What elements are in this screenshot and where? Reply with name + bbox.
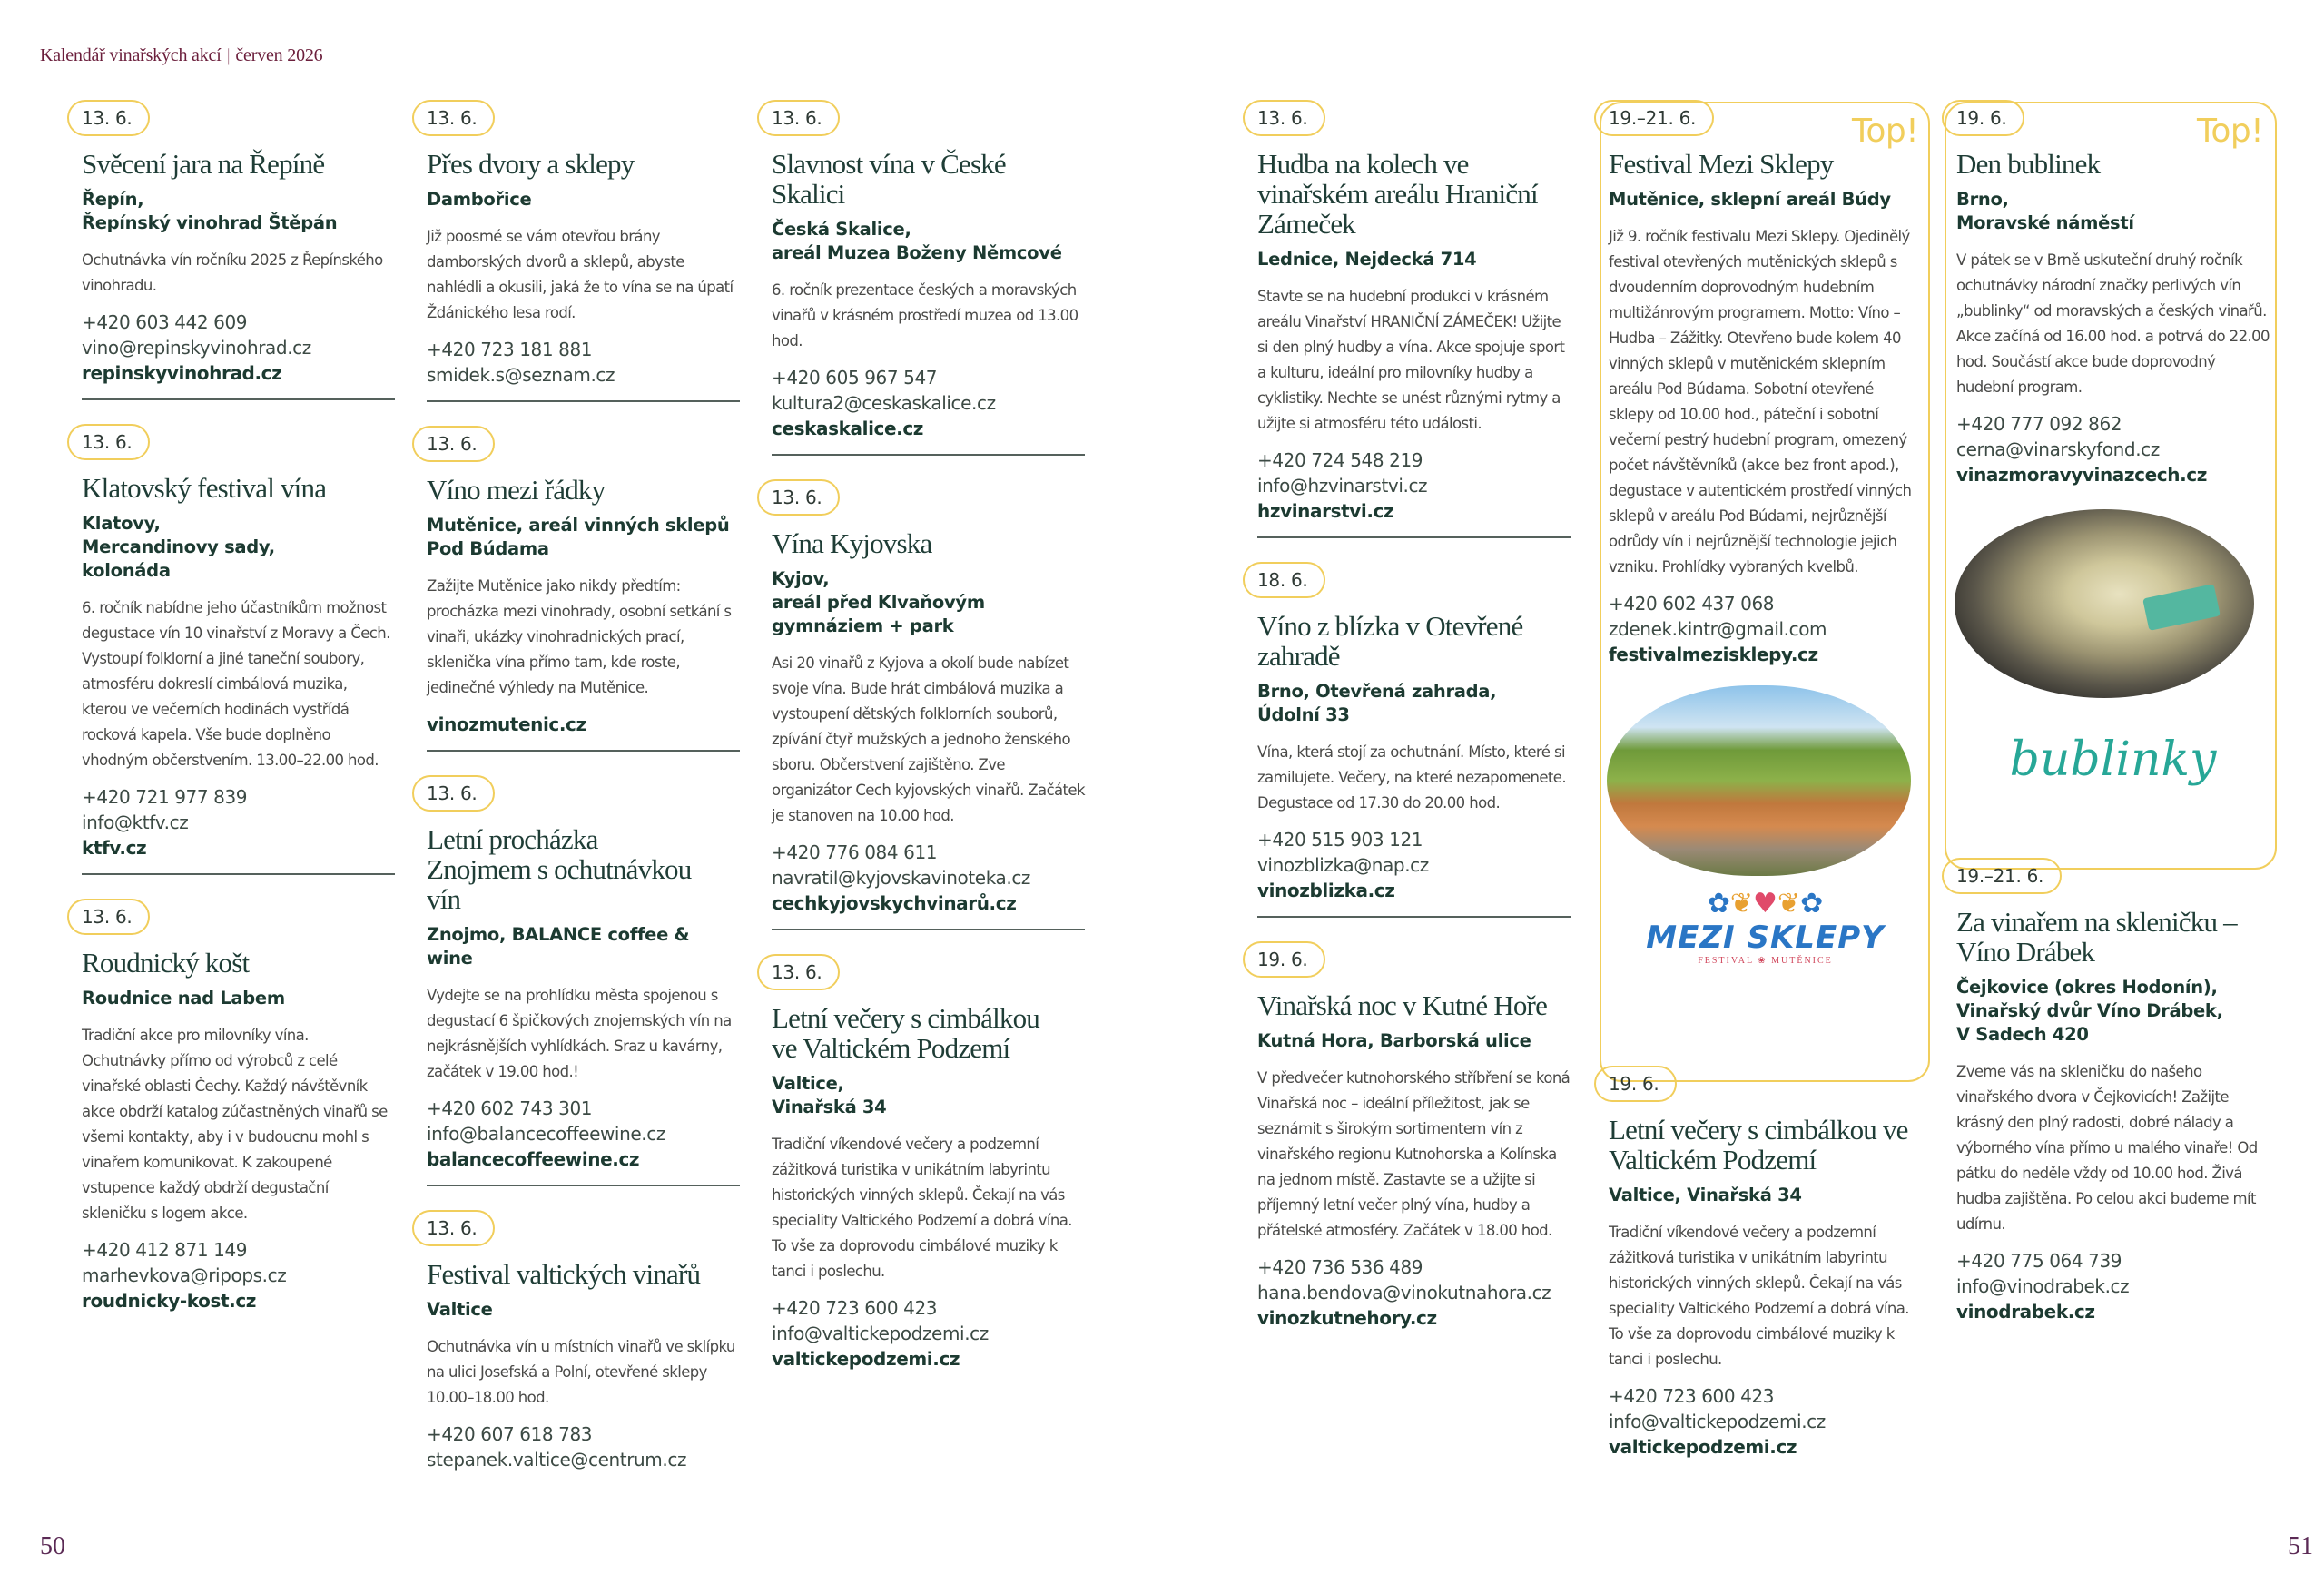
event-title: Festival Mezi Sklepy <box>1609 148 1834 180</box>
event-venue <box>1956 188 2270 235</box>
event-website[interactable]: vinozkutnehory.cz <box>1257 1307 1437 1329</box>
event-card <box>772 954 1085 1372</box>
event-description: Již 9. ročník festivalu Mezi Sklepy. Ojedinělý festival otevřených mutěnických sklepů s dvoudenním doprovodným hudebním multižánrovým programem. Motto: Víno – Hudba – Zážitky. Otevřeno bude kolem 40 vinných sklepů v mutěnickém sklepním areálu Pod Búdama. Sobotní otevřené sklepy od 10.00 hod., páteční i sobotní večerní pestrý hudební program, omezený počet návštěvníků (akce bez front apod.), degustace v autentickém prostředí vinných sklepů v areálu Pod Búdami, nejrůznější odrůdy vín i nejrůznější technologie jejich vzniku. Prohlídky vybraných kvelbů. <box>1609 228 1912 575</box>
venue-line: Valtice <box>427 1299 493 1320</box>
separator-line <box>82 873 395 875</box>
event-venue <box>1956 976 2270 1047</box>
event-website[interactable]: vinozblizka.cz <box>1257 880 1395 901</box>
event-venue <box>772 567 1085 638</box>
event-contact <box>772 1295 1085 1372</box>
event-card <box>1956 858 2270 1324</box>
event-contact <box>1257 827 1571 903</box>
event-email[interactable]: info@balancecoffeewine.cz <box>427 1123 665 1145</box>
event-card <box>1257 562 1571 903</box>
event-contact <box>82 1237 395 1313</box>
event-venue <box>1257 680 1571 727</box>
event-venue <box>772 1072 1085 1119</box>
event-venue <box>427 1298 740 1322</box>
event-description: Tradiční akce pro milovníky vína. Ochutnávky přímo od výrobců z celé vinařské oblasti Čechy. Každý návštěvník akce obdrží katalog zúčastněných vinařů se všemi kontakty, aby i v budoucnu mohl s vinařem komunikovat. K zakoupené vstupence každý obdrží degustační skleničku s logem akce. <box>82 1027 388 1222</box>
event-card <box>427 1210 740 1472</box>
event-date-badge: 13. 6. <box>1243 100 1325 136</box>
magazine-section-title: Kalendář vinařských akcí <box>40 45 222 65</box>
event-date-badge: 13. 6. <box>412 426 495 462</box>
event-email[interactable]: vinozblizka@nap.cz <box>1257 854 1429 876</box>
column-right-3 <box>1956 100 2270 1324</box>
event-website[interactable]: ceskaskalice.cz <box>772 418 924 439</box>
separator-line <box>427 1185 740 1186</box>
event-website[interactable]: cechkyjovskychvinarů.cz <box>772 892 1017 914</box>
venue-line: Roudnice nad Labem <box>82 988 285 1008</box>
event-card <box>772 100 1085 441</box>
event-card <box>772 479 1085 916</box>
event-phone[interactable]: +420 721 977 839 <box>82 786 248 808</box>
event-description: Tradiční víkendové večery a podzemní zážitková turistika v unikátním labyrintu historických vinných sklepů. Čekají na vás speciality Valtického Podzemí a dobrá vína. To vše za doprovodu cimbálové muziky k tanci i poslechu. <box>1609 1224 1909 1368</box>
event-email[interactable]: info@hzvinarstvi.cz <box>1257 475 1428 497</box>
event-card <box>427 426 740 737</box>
event-email[interactable]: marhevkova@ripops.cz <box>82 1264 287 1286</box>
event-date-badge: 19. 6. <box>1594 1066 1677 1102</box>
venue-line: Řepín, <box>82 189 144 210</box>
event-venue <box>1609 188 1922 212</box>
event-website[interactable]: vinazmoravyvinazcech.cz <box>1956 464 2207 486</box>
event-website[interactable]: ktfv.cz <box>82 837 147 859</box>
event-website[interactable]: valtickepodzemi.cz <box>772 1348 960 1370</box>
event-date-badge: 19. 6. <box>1243 941 1325 978</box>
top-badge: Top! <box>1852 113 1919 150</box>
venue-line: V Sadech 420 <box>1956 1024 2089 1045</box>
event-venue <box>1257 1029 1571 1053</box>
venue-line: kolonáda <box>82 560 171 581</box>
mezi-sklepy-logo-text: MEZI SKLEPY <box>1646 920 1885 956</box>
event-website[interactable]: valtickepodzemi.cz <box>1609 1436 1797 1458</box>
event-description: Zažijte Mutěnice jako nikdy předtím: procházka mezi vinohrady, osobní setkání s vinaři, ukázky vinohradnických prací, sklenička vína přímo tam, kde roste, jedinečné výhledy na Mutěnice. <box>427 577 732 696</box>
event-phone[interactable]: +420 412 871 149 <box>82 1239 248 1261</box>
event-date-badge: 13. 6. <box>757 479 840 516</box>
event-card <box>82 899 395 1313</box>
event-phone[interactable]: +420 775 064 739 <box>1956 1250 2122 1272</box>
venue-line: areál Muzea Boženy Němcové <box>772 242 1062 263</box>
header-separator: | <box>226 45 231 65</box>
event-phone[interactable]: +420 776 084 611 <box>772 841 938 863</box>
event-phone[interactable]: +420 736 536 489 <box>1257 1256 1423 1278</box>
event-email[interactable]: zdenek.kintr@gmail.com <box>1609 618 1827 640</box>
event-date-badge: 13. 6. <box>757 954 840 990</box>
event-phone[interactable]: +420 607 618 783 <box>427 1423 593 1445</box>
venue-line: Klatovy, <box>82 513 161 534</box>
venue-line: Česká Skalice, <box>772 219 911 240</box>
bublinky-logo: bublinky <box>2009 733 2217 787</box>
event-contact <box>427 337 740 388</box>
event-phone[interactable]: +420 723 600 423 <box>1609 1385 1775 1407</box>
event-phone[interactable]: +420 777 092 862 <box>1956 413 2122 435</box>
column-right-2 <box>1609 100 1922 1460</box>
event-title: Hudba na kolech ve vinařském areálu Hraniční Zámeček <box>1257 148 1538 240</box>
event-date-badge: 19. 6. <box>1942 100 2024 136</box>
venue-line: Brno, Otevřená zahrada, <box>1257 681 1497 702</box>
bottle-label <box>2142 584 2221 631</box>
venue-line: Moravské náměstí <box>1956 212 2134 233</box>
separator-line <box>772 454 1085 456</box>
event-card <box>1257 941 1571 1331</box>
venue-line: Kyjov, <box>772 568 830 589</box>
event-description: V pátek se v Brně uskuteční druhý ročník ochutnávky národní značky perlivých vín „bublinky“ od moravských a českých vinařů. Akce začíná od 16.00 hod. a potrvá do 22.00 hod. Součástí akce bude doprovodný hudební program. <box>1956 251 2270 396</box>
event-venue <box>82 987 395 1010</box>
event-contact <box>427 1096 740 1172</box>
venue-line: Brno, <box>1956 189 2009 210</box>
event-description: Vydejte se na prohlídku města spojenou s degustací 6 špičkových znojemských vín na nejkrásnějších vyhlídkách. Sraz u kavárny, začátek v 19.00 hod.! <box>427 987 732 1080</box>
event-phone[interactable]: +420 723 181 881 <box>427 339 593 360</box>
venue-line: Řepínský vinohrad Štěpán <box>82 212 338 233</box>
mezi-sklepy-logo-subtitle: FESTIVAL ❀ MUTĚNICE <box>1698 956 1833 966</box>
event-venue <box>82 512 395 583</box>
column-right-1 <box>1257 100 1571 1331</box>
separator-line <box>82 398 395 400</box>
event-website[interactable]: festivalmezisklepy.cz <box>1609 644 1818 665</box>
venue-line: Mutěnice, areál vinných sklepů <box>427 515 730 536</box>
event-email[interactable]: smidek.s@seznam.cz <box>427 364 615 386</box>
event-website[interactable]: hzvinarstvi.cz <box>1257 500 1394 522</box>
folk-ornament-icon: ✿❦♥❦✿ <box>1707 888 1824 920</box>
event-description: V předvečer kutnohorského stříbření se koná Vinařská noc – ideální příležitost, jak se seznámit s širokým sortimentem vín z vinařského regionu Kutnohorska a Kolínska na jednom místě. Zastavte se a užijte si příjemný letní večer plný vína, hudby a přátelské atmosféry. Začátek v 18.00 hod. <box>1257 1069 1571 1239</box>
event-venue <box>82 188 395 235</box>
column-left-1 <box>82 100 395 1313</box>
event-phone[interactable]: +420 602 437 068 <box>1609 593 1775 615</box>
event-contact <box>1609 591 1922 667</box>
event-description: Tradiční víkendové večery a podzemní zážitková turistika v unikátním labyrintu historických vinných sklepů. Čekají na vás speciality Valtického Podzemí a dobrá vína. To vše za doprovodu cimbálové muziky k tanci i poslechu. <box>772 1136 1072 1280</box>
venue-line: Mutěnice, sklepní areál Búdy <box>1609 189 1891 210</box>
event-title: Klatovský festival vína <box>82 472 327 504</box>
venue-line: Valtice, Vinařská 34 <box>1609 1185 1802 1205</box>
event-card <box>427 775 740 1172</box>
event-description: 6. ročník prezentace českých a moravských vinařů v krásném prostředí muzea od 13.00 hod. <box>772 281 1078 349</box>
venue-line: Mercandinovy sady, <box>82 536 275 557</box>
event-date-badge: 18. 6. <box>1243 562 1325 598</box>
event-date-badge: 13. 6. <box>67 899 150 935</box>
venue-line: gymnáziem + park <box>772 615 954 636</box>
event-email[interactable]: cerna@vinarskyfond.cz <box>1956 438 2160 460</box>
event-description: Ochutnávka vín ročníku 2025 z Řepínského vinohradu. <box>82 251 383 294</box>
page-number-left: 50 <box>40 1532 65 1560</box>
event-card <box>1609 100 1922 667</box>
event-card <box>82 100 395 386</box>
event-title: Letní večery s cimbálkou ve Valtickém Podzemí <box>1609 1114 1908 1176</box>
venue-line: Pod Búdama <box>427 538 549 559</box>
event-contact <box>82 784 395 861</box>
venue-line: Kutná Hora, Barborská ulice <box>1257 1030 1531 1051</box>
event-date-badge: 19.–21. 6. <box>1942 858 2062 894</box>
event-title: Letní večery s cimbálkou ve Valtickém Podzemí <box>772 1002 1039 1064</box>
village-vineyard-photo <box>1607 685 1911 876</box>
event-description: 6. ročník nabídne jeho účastníkům možnost degustace vín 10 vinařství z Moravy a Čech. Vystoupí folklorní a jiné taneční soubory, atmosféru dokreslí cimbálová muzika, kterou ve večerních hodinách vystřídá rocková kapela. Vše bude doplněno vhodným občerstvením. 13.00–22.00 hod. <box>82 599 390 769</box>
event-description: Ochutnávka vín u místních vinařů ve sklípku na ulici Josefská a Polní, otevřené sklepy 10.00–18.00 hod. <box>427 1338 735 1406</box>
venue-line: areál před Klvaňovým <box>772 592 985 613</box>
event-phone[interactable]: +420 723 600 423 <box>772 1297 938 1319</box>
event-title: Slavnost vína v České Skalici <box>772 148 1006 210</box>
event-contact <box>1956 411 2270 487</box>
separator-line <box>427 400 740 402</box>
event-card <box>427 100 740 388</box>
event-website[interactable]: vinodrabek.cz <box>1956 1301 2095 1323</box>
event-date-badge: 13. 6. <box>757 100 840 136</box>
event-contact <box>427 712 740 737</box>
event-card <box>1609 1066 1922 1460</box>
event-description: Zveme vás na skleničku do našeho vinařského dvora v Čejkovicích! Zažijte krásný den plný radosti, dobré nálady a výborného vína přímo u malého vinaře! Od pátku do neděle vždy od 10.00 hod. Živá hudba zajištěna. Po celou akci budeme mít udírnu. <box>1956 1063 2258 1233</box>
event-email[interactable]: kultura2@ceskaskalice.cz <box>772 392 996 414</box>
event-title: Letní procházka Znojmem s ochutnávkou vín <box>427 823 692 915</box>
separator-line <box>772 929 1085 930</box>
event-email[interactable]: info@valtickepodzemi.cz <box>772 1323 989 1344</box>
top-badge: Top! <box>2197 113 2264 150</box>
event-venue <box>1609 1184 1922 1207</box>
event-venue <box>1257 248 1571 271</box>
event-title: Roudnický košt <box>82 947 250 979</box>
event-venue <box>427 188 740 212</box>
venue-line: Vinařský dvůr Víno Drábek, <box>1956 1000 2223 1021</box>
event-date-badge: 13. 6. <box>412 775 495 812</box>
event-title: Svěcení jara na Řepíně <box>82 148 325 180</box>
event-website[interactable]: vinozmutenic.cz <box>427 713 586 735</box>
event-contact <box>772 365 1085 441</box>
event-title: Přes dvory a sklepy <box>427 148 635 180</box>
event-contact <box>427 1422 740 1472</box>
page-number-right: 51 <box>2288 1532 2313 1560</box>
event-title: Za vinařem na skleničku – Víno Drábek <box>1956 906 2237 968</box>
event-title: Vína Kyjovska <box>772 527 932 559</box>
event-phone[interactable]: +420 515 903 121 <box>1257 829 1423 851</box>
venue-line: Údolní 33 <box>1257 704 1350 725</box>
event-venue <box>427 923 740 970</box>
event-contact <box>1609 1383 1922 1460</box>
event-venue <box>427 514 740 561</box>
separator-line <box>1257 536 1571 538</box>
event-description: Vína, která stojí za ochutnání. Místo, které si zamilujete. Večery, na které nezapomenete. Degustace od 17.30 do 20.00 hod. <box>1257 743 1566 812</box>
event-website[interactable]: roudnicky-kost.cz <box>82 1290 257 1312</box>
event-email[interactable]: info@ktfv.cz <box>82 812 189 833</box>
event-title: Festival valtických vinařů <box>427 1258 701 1290</box>
event-contact <box>1956 1248 2270 1324</box>
event-title: Víno z blízka v Otevřené zahradě <box>1257 610 1523 672</box>
venue-line: Valtice, <box>772 1073 844 1094</box>
event-email[interactable]: stepanek.valtice@centrum.cz <box>427 1449 687 1471</box>
event-email[interactable]: navratil@kyjovskavinoteka.cz <box>772 867 1031 889</box>
column-left-2 <box>427 100 740 1472</box>
sparkling-wine-bottle-photo <box>1955 509 2254 698</box>
running-header <box>40 45 322 66</box>
event-title: Den bublinek <box>1956 148 2101 180</box>
event-title: Vinařská noc v Kutné Hoře <box>1257 989 1548 1021</box>
event-venue <box>772 218 1085 265</box>
event-date-badge: 13. 6. <box>412 1210 495 1246</box>
event-contact <box>1257 1254 1571 1331</box>
venue-line: Dambořice <box>427 189 532 210</box>
event-date-badge: 13. 6. <box>412 100 495 136</box>
event-description: Stavte se na hudební produkci v krásném areálu Vinařství HRANIČNÍ ZÁMEČEK! Užijte si den plný hudby a vína. Akce spojuje sport a kulturu, ideální pro milovníky hudby a cyklistiky. Nechte se unést různými rytmy a užijte si atmosféru této události. <box>1257 288 1565 432</box>
event-card <box>1257 100 1571 524</box>
column-left-3 <box>772 100 1085 1372</box>
event-website[interactable]: repinskyvinohrad.cz <box>82 362 282 384</box>
venue-line: Vinařská 34 <box>772 1097 887 1117</box>
event-date-badge: 19.–21. 6. <box>1594 100 1714 136</box>
event-contact <box>82 310 395 386</box>
venue-line: Znojmo, BALANCE coffee & wine <box>427 924 690 969</box>
venue-line: Čejkovice (okres Hodonín), <box>1956 977 2218 998</box>
event-phone[interactable]: +420 603 442 609 <box>82 311 248 333</box>
event-contact <box>1257 448 1571 524</box>
event-email[interactable]: info@valtickepodzemi.cz <box>1609 1411 1826 1432</box>
event-email[interactable]: info@vinodrabek.cz <box>1956 1275 2130 1297</box>
event-phone[interactable]: +420 724 548 219 <box>1257 449 1423 471</box>
event-email[interactable]: vino@repinskyvinohrad.cz <box>82 337 311 359</box>
event-title: Víno mezi řádky <box>427 474 606 506</box>
event-card <box>1956 100 2270 487</box>
event-email[interactable]: hana.bendova@vinokutnahora.cz <box>1257 1282 1551 1303</box>
separator-line <box>1257 916 1571 918</box>
event-phone[interactable]: +420 605 967 547 <box>772 367 938 389</box>
event-card <box>82 424 395 861</box>
event-contact <box>772 840 1085 916</box>
venue-line: Lednice, Nejdecká 714 <box>1257 249 1477 270</box>
separator-line <box>427 750 740 752</box>
event-date-badge: 13. 6. <box>67 424 150 460</box>
event-website[interactable]: balancecoffeewine.cz <box>427 1148 640 1170</box>
event-phone[interactable]: +420 602 743 301 <box>427 1097 593 1119</box>
mezi-sklepy-logo <box>1609 889 1922 966</box>
header-month: červen 2026 <box>235 45 323 65</box>
event-date-badge: 13. 6. <box>67 100 150 136</box>
event-description: Asi 20 vinařů z Kyjova a okolí bude nabízet svoje vína. Bude hrát cimbálová muzika a vystoupení dětských folklorních souborů, zpívání čtyř mužských a jednoho ženského sboru. Občerstvení zajištěno. Zve organizátor Cech kyjovských vinařů. Začátek je stanoven na 10.00 hod. <box>772 654 1085 824</box>
event-description: Již poosmé se vám otevřou brány damborských dvorů a sklepů, abyste nahlédli a okusili, jaká že to vína se na úpatí Ždánického lesa rodí. <box>427 228 734 321</box>
